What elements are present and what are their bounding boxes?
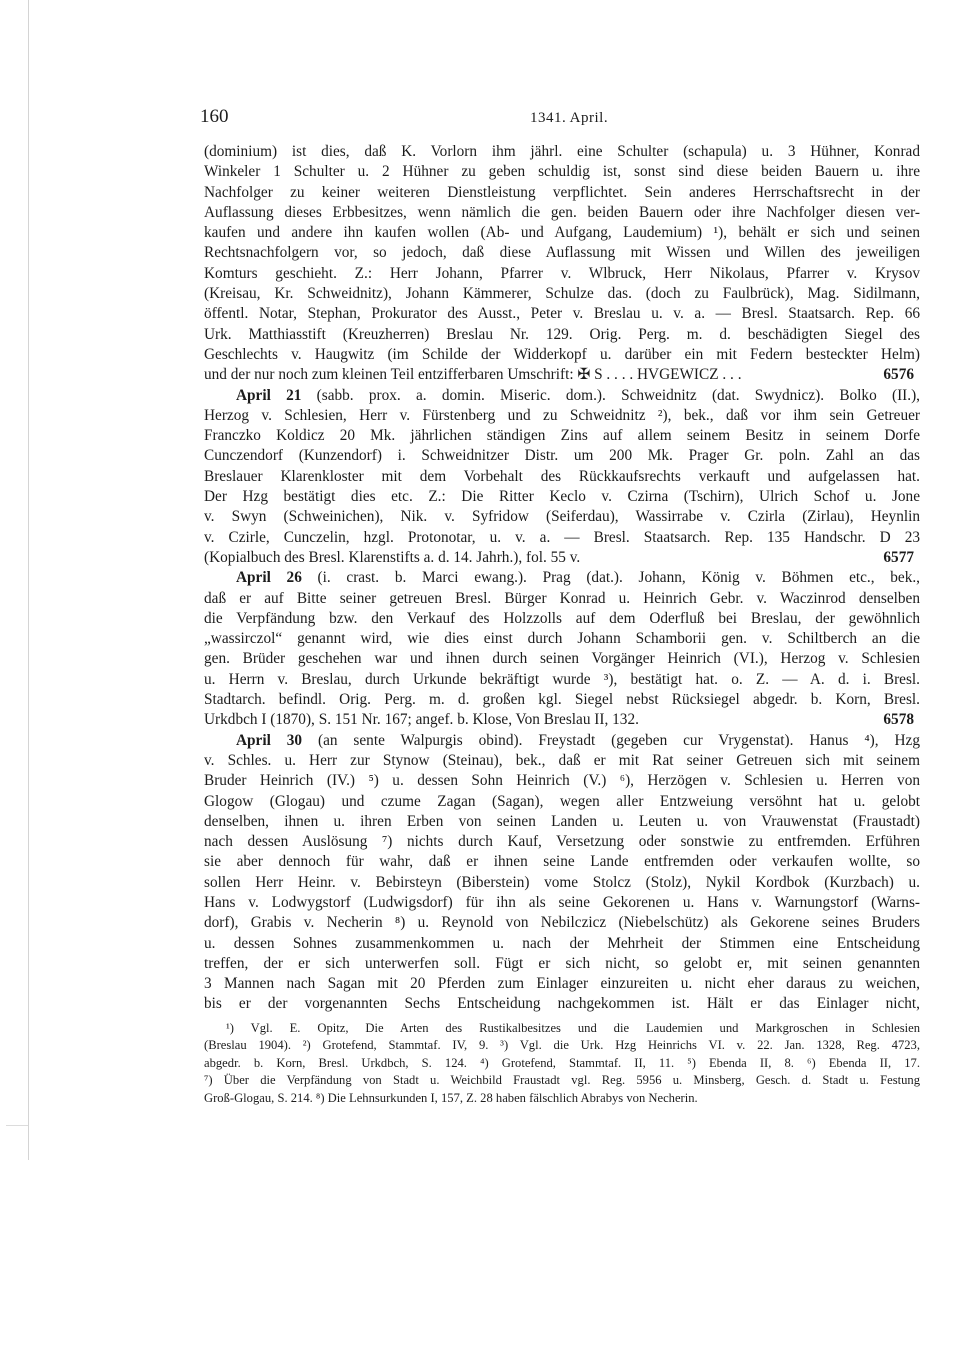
entry-first-line xyxy=(204,386,920,406)
text-line: „wassirczol“ genannt wird, wie dies einst durch Johann Schamborii gen. v. Schiltberch an die xyxy=(204,630,920,648)
entry-date: April 26 xyxy=(236,569,302,587)
text-line: Urkdbch I (1870), S. 151 Nr. 167; angef. b. Klose, Von Breslau II, 132. xyxy=(204,711,639,729)
text-line: (dominium) ist dies, daß K. Vorlorn ihm jährl. eine Schulter (schapula) u. 3 Hühner, Konrad xyxy=(204,143,920,160)
text-line: v. Swyn (Schweinichen), Nik. v. Syfridow (Seiferdau), Wassirrabe v. Czirla (Zirlau), Heynlin xyxy=(204,508,920,526)
regest-end-line xyxy=(204,365,920,385)
entry-date: April 21 xyxy=(236,386,302,404)
running-head: 1341. April. xyxy=(530,110,609,126)
text-line: Franczko Koldicz 20 Mk. jährlichen ständigen Zins auf allem seinem Besitz in seinem Dorfe xyxy=(204,427,920,445)
text-line: Urk. Matthiasstift (Kreuzherren) Breslau Nr. 129. Orig. Perg. m. d. beschädigten Siegel des xyxy=(204,325,920,343)
page-binding-edge xyxy=(28,0,29,1160)
text-line: (an sente Walpurgis obind). Freystadt (gegeben cur Vrygenstat). Hanus ⁴), Hzg xyxy=(317,731,920,749)
text-line: treffen, der er sich unterwerfen soll. Fügt er sich nicht, so gelobt er, mit seinen genannten xyxy=(204,954,920,972)
page-header xyxy=(200,106,920,136)
text-line: gen. Brüder geschehen war und ihnen durch seinen Vorgänger Heinrich (VI.), Herzog v. Schlesien xyxy=(204,650,920,668)
text-line: Herzog v. Schlesien, Herr v. Fürstenberg und zu Schweidnitz ²), bek., daß vor ihm sein Getreuer xyxy=(204,406,920,424)
text-line: denselben, ihnen u. ihren Erben von seinen Landen u. Leuten u. von Vrauwenstat (Fraustadt) xyxy=(204,812,920,830)
text-line: sie aber dennoch für wahr, daß er ihnen seine Lande entfremden oder verkaufen wollte, so xyxy=(204,853,920,871)
footnotes xyxy=(204,1020,920,1107)
text-line: Cunczendorf (Kunzendorf) i. Schweidnitzer Distr. um 200 Mk. Prager Gr. poln. Zahl an das xyxy=(204,447,920,465)
page-edge-mark xyxy=(6,1125,28,1126)
text-line: 3 Mannen nach Sagan mit 20 Pferden zum Einlager einzureiten u. nicht eher daraus zu weichen, xyxy=(204,975,920,993)
text-line: Stadtarch. befindl. Orig. Perg. m. d. großen kgl. Siegel nebst Rücksiegel abgedr. b. Korn, Bresl. xyxy=(204,691,920,709)
footnote-line: ¹) Vgl. E. Opitz, Die Arten des Rustikalbesitzes und die Laudemien und Markgroschen in Schlesien xyxy=(226,1021,920,1035)
text-line: Auflassung dieses Erbbesitzes, wenn nämlich die gen. beiden Bauern oder ihre Nachfolger diesen ver- xyxy=(204,203,920,221)
text-line: Nachfolger zu keiner weiteren Dienstleistung verpflichtet. Sein anderes Herrschaftsrecht in der xyxy=(204,183,920,201)
main-text xyxy=(204,142,920,1015)
text-line: v. Schles. u. Herr zur Stynow (Steinau), bek., daß er mit Rat seiner Getreuen sich mit seinem xyxy=(204,751,920,769)
footnote-line: Groß-Glogau, S. 214. ⁸) Die Lehnsurkunden I, 157, Z. 28 haben fälschlich Abrabys von Necherin. xyxy=(204,1090,698,1105)
text-line: die Verpfändung bzw. den Verkauf des Holzzolls auf dem Oderfluß bei Breslau, der gewöhnlich xyxy=(204,609,920,627)
text-line: (Kopialbuch des Bresl. Klarenstifts a. d. 14. Jahrh.), fol. 55 v. xyxy=(204,548,581,566)
text-line: (Kreisau, Kr. Schweidnitz), Johann Kämmerer, Schulze das. (doch zu Faulbrück), Mag. Sidilmann, xyxy=(204,285,920,303)
entry-first-line xyxy=(204,568,920,588)
footnote-line: ⁷) Über die Verpfändung von Stadt u. Weichbild Fraustadt vgl. Reg. 5956 u. Minsberg, Gesch. d. Stadt u. Festung xyxy=(204,1073,920,1088)
text-line: nach dessen Auslösung ⁷) nichts durch Kauf, Versetzung oder sonstwie zu entfremden. Erführen xyxy=(204,833,920,851)
text-line: u. dessen Sohnes zusammenkommen u. nach der Mehrheit der Stimmen eine Entscheidung xyxy=(204,934,920,952)
text-line: Breslauer Klarenkloster mit dem Vorbehalt des Rückkaufsrechts verkauft und aufgelassen hat. xyxy=(204,467,920,485)
text-line: sollen Herr Heinr. v. Bebirsteyn (Biberstein) vome Stolcz (Stolz), Nykil Kordbok (Kurzbach) u. xyxy=(204,873,920,891)
text-line: kaufen und andere ihn kaufen wollen (Ab- und Aufgang, Laudemium) ¹), behält er sich und seinen xyxy=(204,224,920,242)
text-line: daß er auf Bitte seiner getreuen Bresl. Bürger Konrad u. Heinrich Gebr. v. Waczinrod denselben xyxy=(204,589,920,607)
regest-end-line xyxy=(204,548,920,568)
regest-end-line xyxy=(204,710,920,730)
text-line: u. Herrn v. Breslau, durch Urkunde bekräftigt wurde ³), bestätigt hat. o. Z. — A. d. i. Bresl. xyxy=(204,670,920,688)
entry-date: April 30 xyxy=(236,731,303,749)
text-line: und der nur noch zum kleinen Teil entzifferbaren Umschrift: ✠ S . . . . HVGEWICZ . . . xyxy=(204,366,742,384)
text-line: Der Hzg bestätigt dies etc. Z.: Die Ritter Keclo v. Czirna (Tschirn), Ulrich Schof u. Jone xyxy=(204,488,920,506)
regest-number: 6578 xyxy=(883,711,914,729)
text-line: Komturs geschieht. Z.: Herr Johann, Pfarrer v. Wlbruck, Herr Nikolaus, Pfarrer v. Krysov xyxy=(204,264,920,282)
text-line: dorf), Grabis v. Necherin ⁸) u. Reynold von Nebilczicz (Niebelschütz) als Gekorene seines Bruders xyxy=(204,914,920,932)
text-line: bis er der vorgenannten Sechs Entscheidung nachgekommen ist. Hält er das Einlager nicht, xyxy=(204,995,920,1013)
text-line: Winkeler 1 Schulter u. 2 Hühner zu geben schuldig ist, sonst sind diese beiden Bauern u. ihre xyxy=(204,163,920,181)
text-line: Geschlechts v. Haugwitz (im Schilde der Widderkopf u. darüber ein mit Federn besteckter Helm) xyxy=(204,345,920,363)
regest-number: 6576 xyxy=(883,366,914,384)
page-number: 160 xyxy=(200,106,229,127)
text-line: Bruder Heinrich (IV.) ⁵) u. dessen Sohn Heinrich (V.) ⁶), Herzögen v. Schlesien u. Herren von xyxy=(204,772,920,790)
text-line: Glogow (Glogau) und czume Zagan (Sagan), wegen aller Entzweiung versöhnt hat u. gelobt xyxy=(204,792,920,810)
entry-first-line xyxy=(204,731,920,751)
text-line: öffentl. Notar, Stephan, Prokurator des Ausst., Peter v. Breslau u. v. a. — Bresl. Staatsarch. Rep. 66 xyxy=(204,305,920,323)
footnote-line: (Breslau 1904). ²) Grotefend, Stammtaf. IV, 9. ³) Vgl. die Urk. Hzg Heinrichs VI. v. 22. Jan. 1328, Reg. 4723, xyxy=(204,1038,920,1053)
regest-number: 6577 xyxy=(883,548,914,566)
text-line: (i. crast. b. Marci ewang.). Prag (dat.). Johann, König v. Böhmen etc., bek., xyxy=(317,569,920,587)
footnote-line: abgedr. b. Korn, Bresl. Urkdbch, S. 124. ⁴) Grotefend, Stammtaf. II, 11. ⁵) Ebenda II, 8. ⁶) Ebenda II, 17. xyxy=(204,1055,920,1070)
text-line: v. Czirle, Cunczelin, hzgl. Protonotar, u. v. a. — Bresl. Staatsarch. Rep. 135 Handschr. D 23 xyxy=(204,528,920,546)
text-line: (sabb. prox. a. domin. Miseric. dom.). Schweidnitz (dat. Swydnicz). Bolko (II.), xyxy=(316,386,920,404)
text-line: Rechtsnachfolgern vor, so jedoch, daß diese Auflassung mit Wissen und Willen des jeweiligen xyxy=(204,244,920,262)
text-line: Hans v. Lodwygstorf (Ludwigsdorf) für ihn als seine Gekorenen u. Hans v. Warnungstorf (Warns- xyxy=(204,893,920,911)
